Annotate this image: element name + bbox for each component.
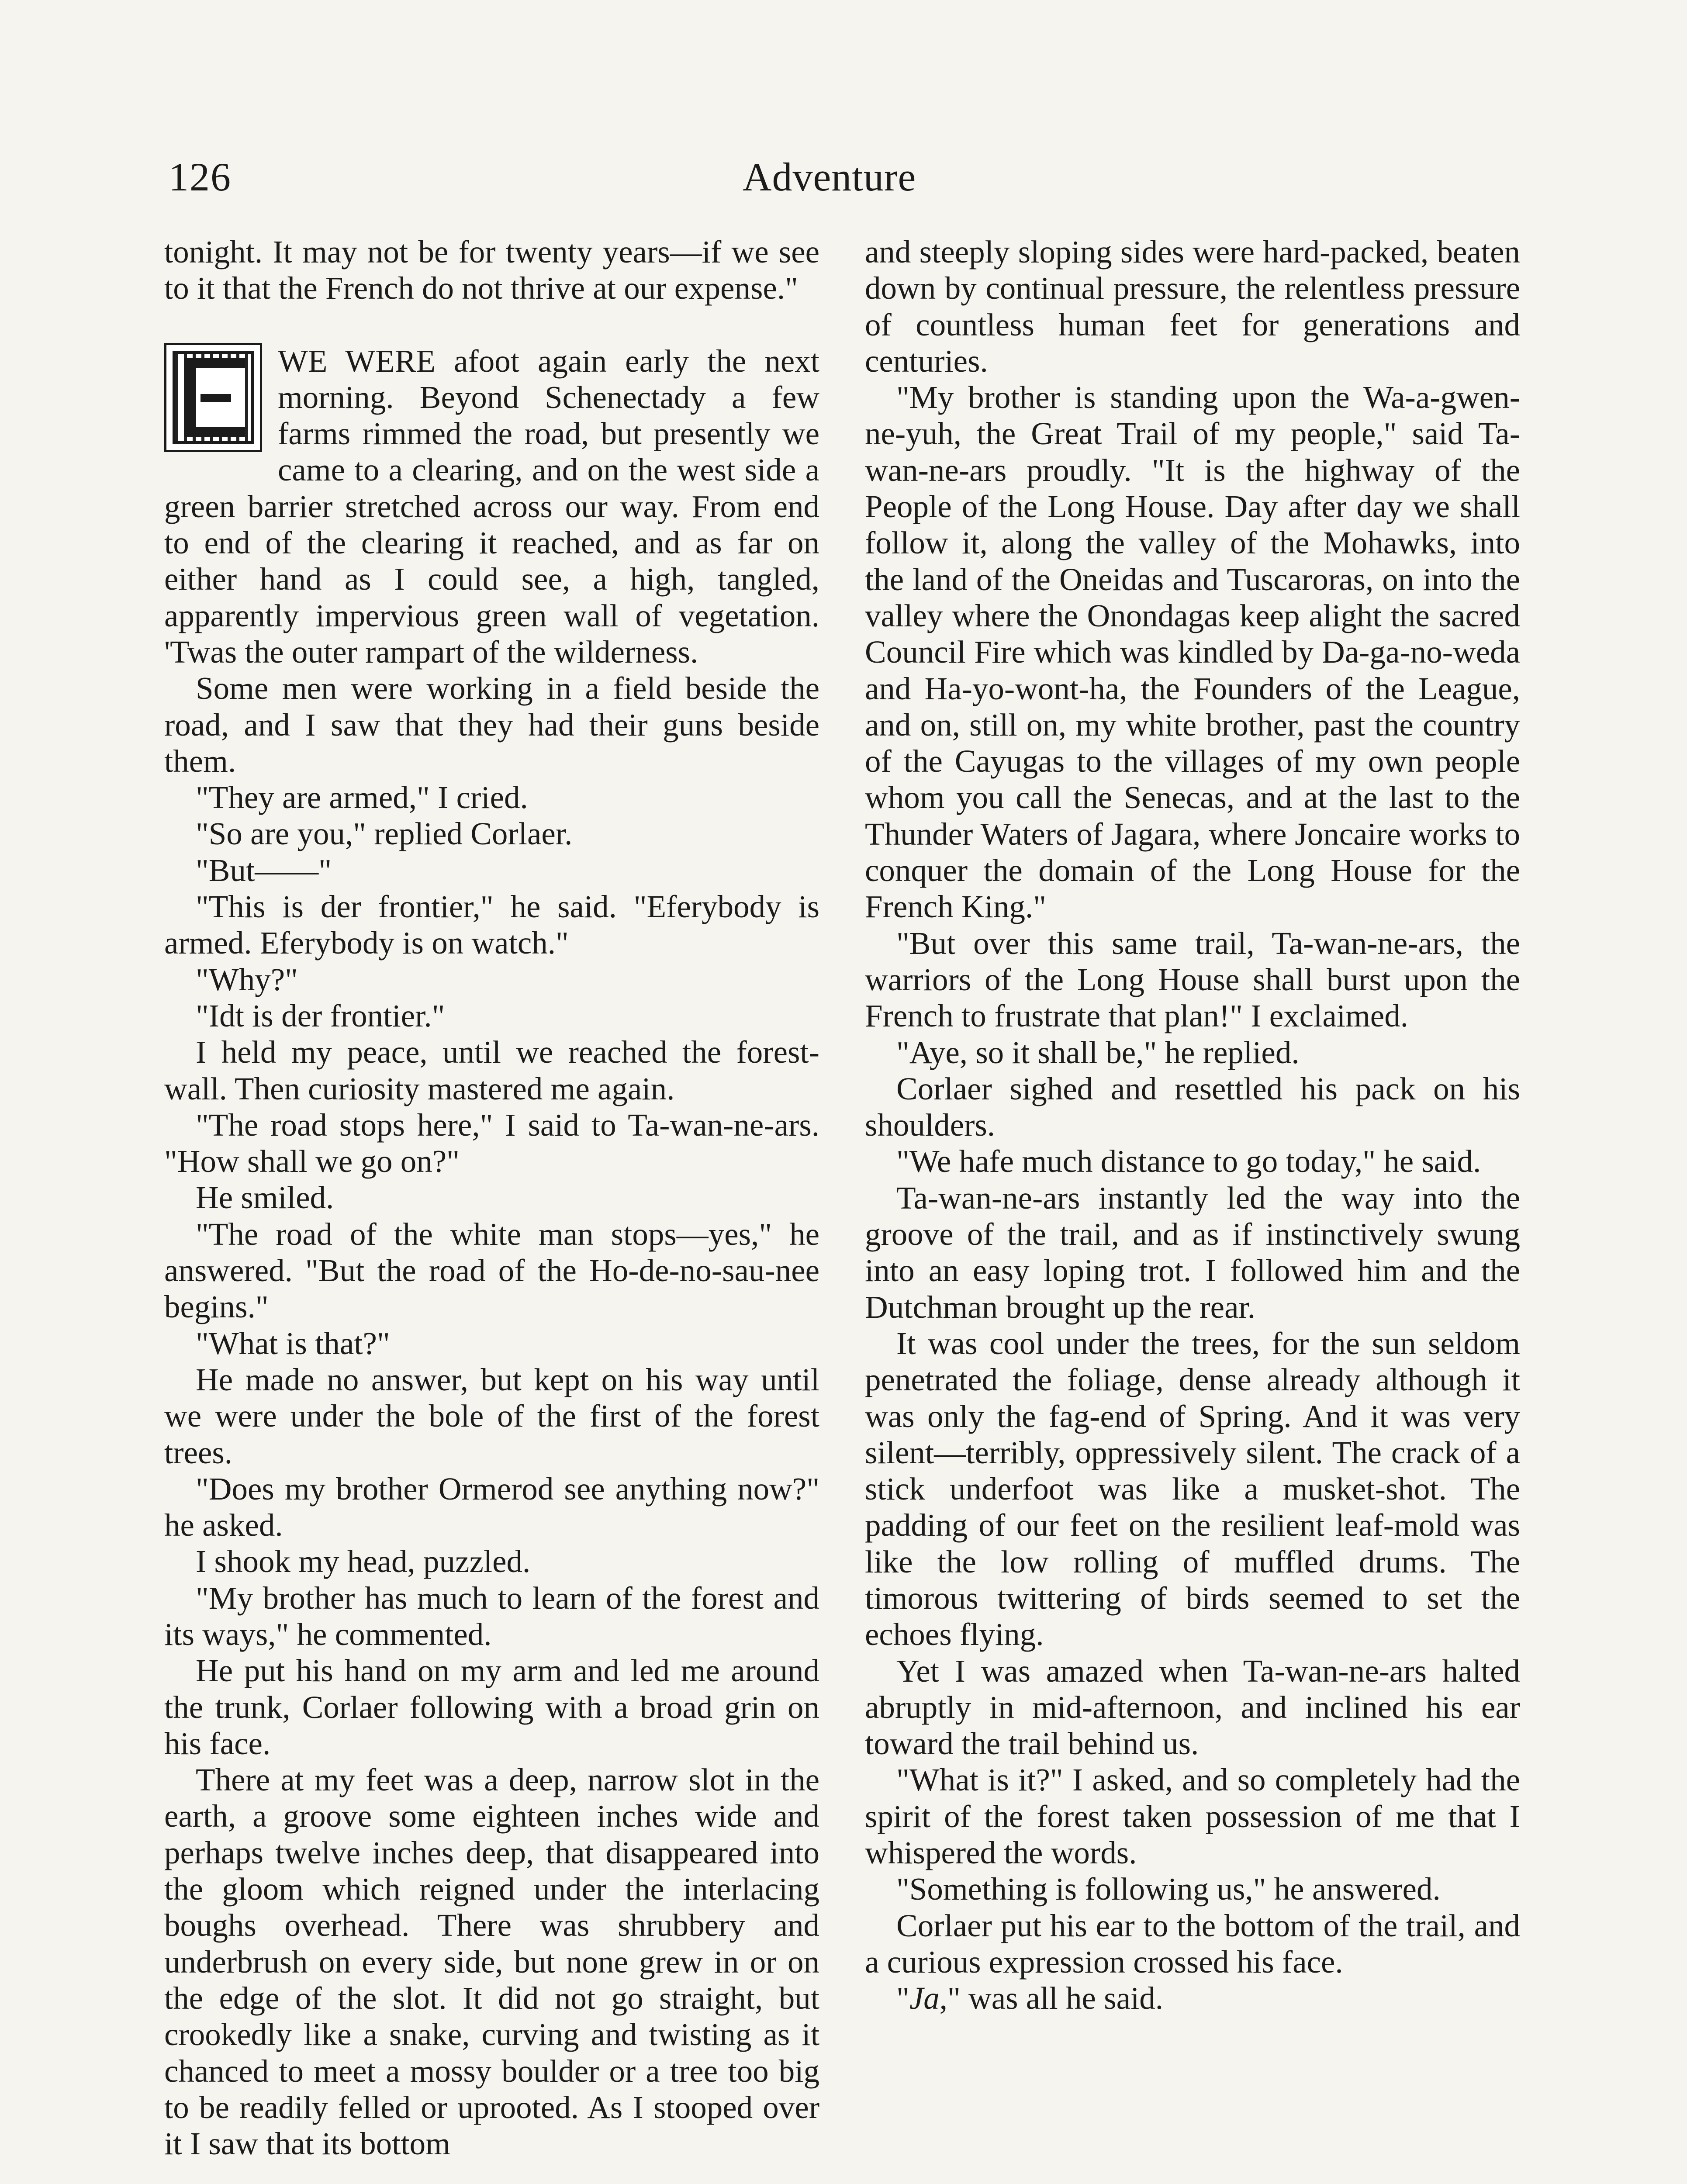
paragraph: I shook my head, puzzled. [196, 1544, 531, 1579]
paragraph: "This is der frontier," he said. "Eferybody is armed. Eferybody is on watch." [164, 889, 819, 961]
paragraph: "My brother has much to learn of the forest and its ways," he commented. [164, 1580, 819, 1652]
paragraph: and steeply sloping sides were hard-packed, beaten down by continual pressure, the relentless pressure of countless human feet for generations and centuries. [865, 234, 1520, 379]
paragraph: Some men were working in a field beside the road, and I saw that they had their guns beside them. [164, 670, 819, 779]
page-number: 126 [169, 155, 232, 199]
paragraph: He made no answer, but kept on his way until we were under the bole of the first of the forest trees. [164, 1362, 819, 1470]
paragraph: "Why?" [196, 961, 298, 997]
paragraph: "Does my brother Ormerod see anything now?" he asked. [164, 1471, 819, 1543]
paragraph: "The road stops here," I said to Ta-wan-ne-ars. "How shall we go on?" [164, 1107, 819, 1179]
paragraph: "But over this same trail, Ta-wan-ne-ars, the warriors of the Long House shall burst upon the French to frustrate that plan!" I exclaimed. [865, 925, 1520, 1034]
paragraph: "What is it?" I asked, and so completely had the spirit of the forest taken possession of me that I whispered the words. [865, 1762, 1520, 1871]
paragraph: Yet I was amazed when Ta-wan-ne-ars halted abruptly in mid-afternoon, and inclined his ear toward the trail behind us. [865, 1653, 1520, 1762]
paragraph: "Aye, so it shall be," he replied. [896, 1034, 1300, 1070]
paragraph: I held my peace, until we reached the forest-wall. Then curiosity mastered me again. [164, 1034, 819, 1106]
paragraph: Corlaer put his ear to the bottom of the trail, and a curious expression crossed his face. [865, 1908, 1520, 1980]
paragraph: "What is that?" [196, 1325, 390, 1361]
magazine-title: Adventure [743, 155, 916, 199]
paragraph: "The road of the white man stops—yes," he answered. "But the road of the Ho-de-no-sau-nee begins." [164, 1216, 819, 1325]
paragraph: "We hafe much distance to go today," he said. [896, 1144, 1481, 1179]
paragraph: Corlaer sighed and resettled his pack on his shoulders. [865, 1071, 1520, 1143]
right-column [865, 234, 1520, 2017]
left-column [164, 234, 819, 2162]
paragraph: It was cool under the trees, for the sun seldom penetrated the foliage, dense already although it was only the fag-end of Spring. And it was very silent—terribly, oppressively silent. The crack of a stick underfoot was like a musket-shot. The padding of our feet on the resilient leaf-mold was like the low rolling of muffled drums. The timorous twittering of birds seemed to set the echoes flying. [865, 1325, 1520, 1652]
paragraph: "Something is following us," he answered. [896, 1871, 1441, 1907]
paragraph: tonight. It may not be for twenty years—if we see to it that the French do not thrive at our expense." [164, 234, 819, 306]
paragraph: "Idt is der frontier." [196, 998, 445, 1033]
paragraph: He smiled. [196, 1180, 334, 1216]
paragraph: "My brother is standing upon the Wa-a-gwen-ne-yuh, the Great Trail of my people," said Ta-wan-ne-ars proudly. "It is the highway of the People of the Long House. Day after day we shall follow it, along the valley of the Mohawks, into the land of the Oneidas and Tuscaroras, on into the valley where the Onondagas keep alight the sacred Council Fire which was kindled by Da-ga-no-weda and Ha-yo-wont-ha, the Founders of the League, and on, still on, my white brother, past the country of the Cayugas to the villages of my own people whom you call the Senecas, and at the last to the Thunder Waters of Jagara, where Joncaire works to conquer the domain of the Long House for the French King." [865, 380, 1520, 925]
last-paragraph: "Ja," was all he said. [896, 1980, 1164, 2016]
paragraph: "They are armed," I cried. [196, 780, 528, 816]
paragraph: Ta-wan-ne-ars instantly led the way into the groove of the trail, and as if instinctively swung into an easy loping trot. I followed him and the Dutchman brought up the rear. [865, 1180, 1520, 1325]
paragraph: WE WERE afoot again early the next morning. Beyond Schenectady a few farms rimmed the road, but presently we came to a clearing, and on the west side a green barrier stretched across our way. From end to end of the clearing it reached, and as far on either hand as I could see, a high, tangled, apparently impervious green wall of vegetation. 'Twas the outer rampart of the wilderness. [164, 343, 819, 670]
paragraph: He put his hand on my arm and led me around the trunk, Corlaer following with a broad grin on his face. [164, 1653, 819, 1761]
paragraph: "So are you," replied Corlaer. [196, 816, 573, 852]
italic-word: Ja [909, 1980, 940, 2016]
paragraph: There at my feet was a deep, narrow slot in the earth, a groove some eighteen inches wide and perhaps twelve inches deep, that disappeared into the gloom which reigned under the interlacing boughs overhead. There was shrubbery and underbrush on every side, but none grew in or on the edge of the slot. It did not go straight, but crookedly like a snake, curving and twisting as it chanced to meet a mossy boulder or a tree too big to be readily felled or uprooted. As I stooped over it I saw that its bottom [164, 1762, 819, 2162]
decorative-initial-icon [164, 343, 262, 452]
paragraph: "But——" [196, 852, 332, 888]
